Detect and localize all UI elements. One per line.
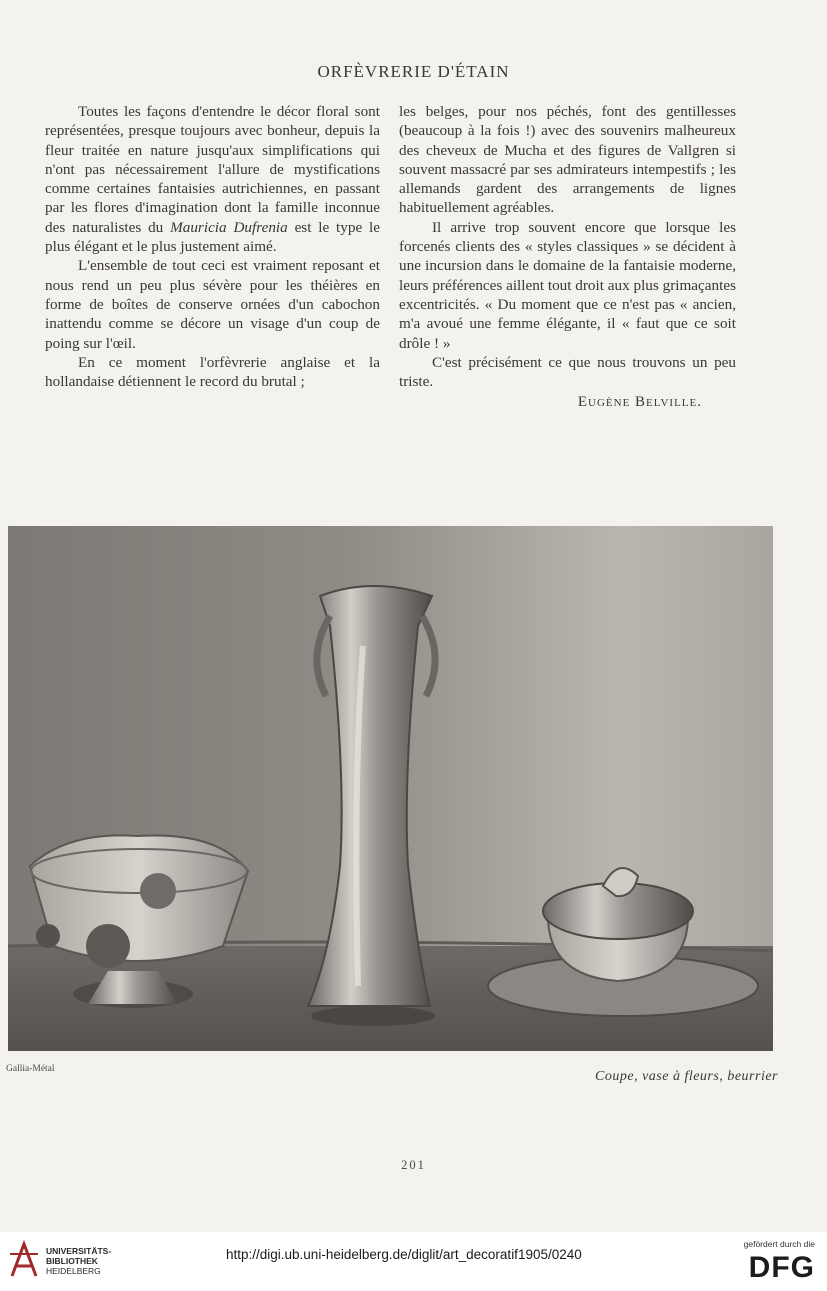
institution-line-1: UNIVERSITÄTS-: [46, 1246, 112, 1256]
digitization-footer: [0, 1232, 827, 1291]
institution-line-2: BIBLIOTHEK: [46, 1256, 98, 1266]
paragraph-1-start: Toutes les façons d'entendre le décor floral sont représentées, presque toujours avec bonheur, depuis la fleur traitée en nature jusqu'aux simplifications qui n'ont pas nécessairement l'allure de mystifications comme certaines fantaisies autrichiennes, en passant par les flores d'imagination dont la famille inconnue des naturalistes du: [45, 103, 380, 236]
paragraph-4: les belges, pour nos péchés, font des gentillesses (beaucoup à la fois !) avec des souvenirs malheureux des cheveux de Mucha et des figures de Vallgren si souvent massacré par ses admirateurs intempestifs ; les allemands gardent des arrangements de lignes habituellement agréables.: [399, 103, 736, 217]
page-number: 201: [401, 1158, 426, 1172]
paragraph-5: Il arrive trop souvent encore que lorsque les forcenés clients des « styles classiques » se décident à une incursion dans le domaine de la fantaisie moderne, leurs préférences aillent tout droit aux plus grimaçantes excentricités. « Du moment que ce n'est pas « ancien, m'a avoué une femme élégante, il « faut que ce soit drôle ! »: [399, 218, 736, 352]
funding-label: gefördert durch die: [743, 1239, 815, 1249]
university-library-name: [46, 1246, 111, 1276]
plant-name-italic: Mauricia Dufrenia: [170, 218, 288, 236]
institution-line-3: HEIDELBERG: [46, 1266, 101, 1276]
author-signature: Eugène Belville.: [577, 394, 702, 411]
paragraph-1-end: est le type le plus élégant et le plus justement aimé.: [45, 218, 380, 256]
left-text-column: [45, 102, 380, 391]
paragraph-3: En ce moment l'orfèvrerie anglaise et la hollandaise détiennent le record du brutal ;: [45, 353, 380, 391]
pewter-objects-photograph: [8, 526, 773, 1051]
paragraph-1: [45, 102, 380, 256]
running-title: ORFÈVRERIE D'ÉTAIN: [317, 62, 510, 81]
dfg-logo: DFG: [748, 1251, 815, 1284]
university-library-logo-icon: [8, 1240, 40, 1280]
paragraph-2: L'ensemble de tout ceci est vraiment reposant et nous rend un peu plus sévère pour les théières en forme de boîtes de conserve ornées d'un cabochon inattendu comme se décore un visage d'un coup de poing sur l'œil.: [45, 257, 380, 352]
permalink-url[interactable]: http://digi.ub.uni-heidelberg.de/diglit/art_decoratif1905/0240: [226, 1247, 582, 1262]
figure-caption: Coupe, vase à fleurs, beurrier: [595, 1069, 778, 1084]
paragraph-6: C'est précisément ce que nous trouvons un peu triste.: [399, 353, 736, 391]
photo-credit: Gallia-Métal: [6, 1064, 55, 1074]
photo-illustration: [8, 526, 773, 1051]
right-text-column: [399, 102, 736, 413]
